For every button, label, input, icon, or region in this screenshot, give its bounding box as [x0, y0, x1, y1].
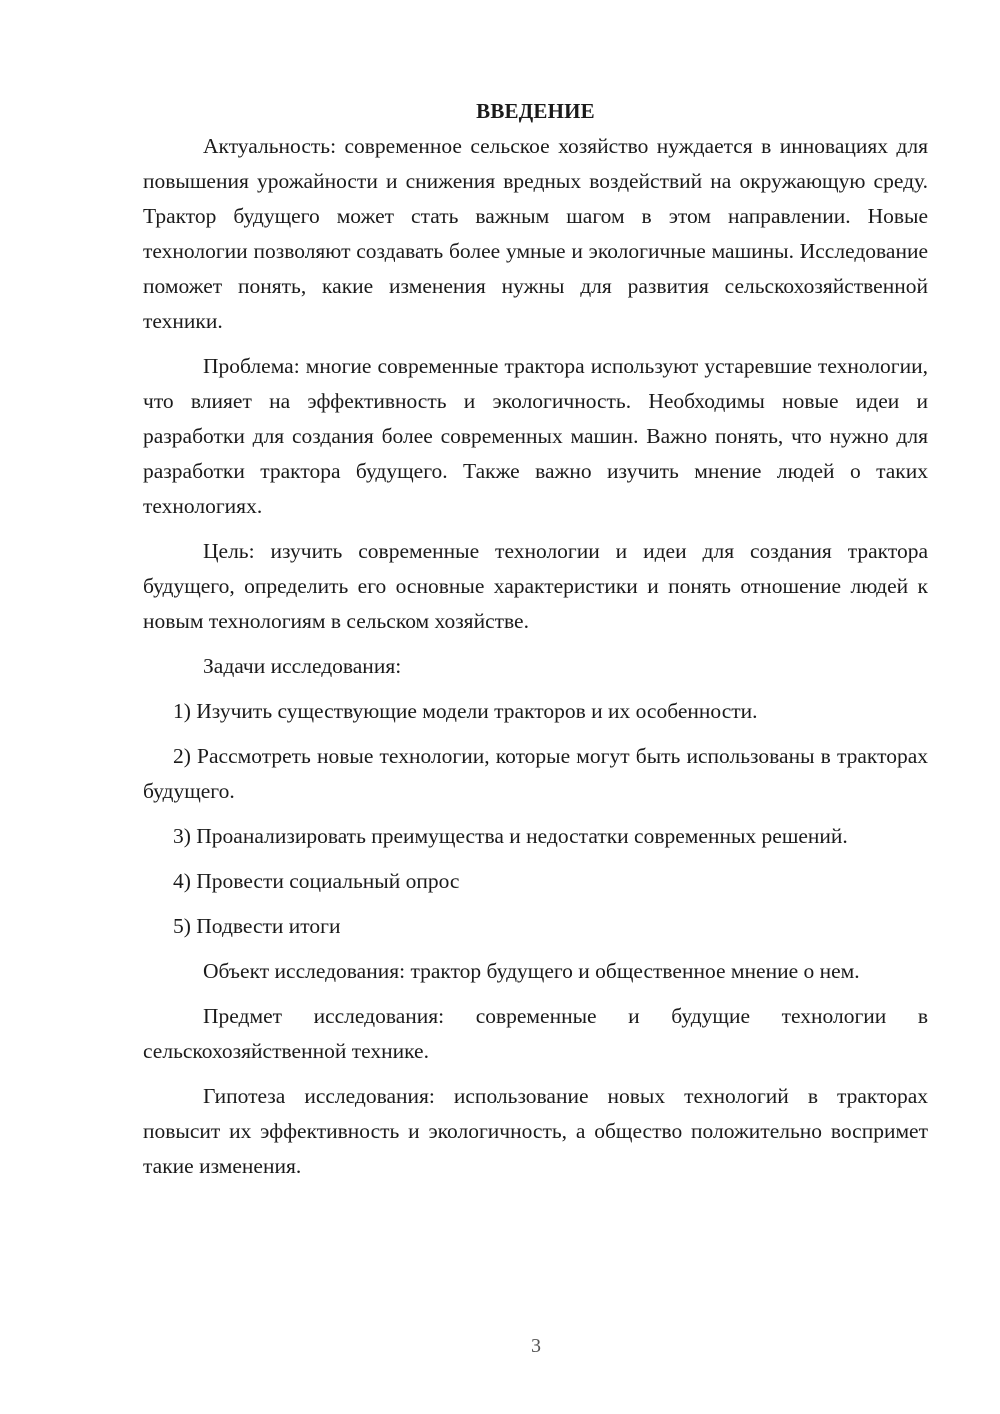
page-content [143, 94, 928, 1194]
paragraph-object: Объект исследования: трактор будущего и общественное мнение о нем. [203, 959, 860, 983]
task-item-5: 5) Подвести итоги [173, 914, 341, 938]
task-item-1: 1) Изучить существующие модели тракторов и их особенности. [173, 699, 758, 723]
task-item-4: 4) Провести социальный опрос [173, 869, 460, 893]
paragraph-hypothesis: Гипотеза исследования: использование новых технологий в тракторах повысит их эффективность и экологичность, а общество положительно воспримет такие изменения. [143, 1084, 928, 1178]
page-number: 3 [531, 1335, 541, 1357]
task-item-3: 3) Проанализировать преимущества и недостатки современных решений. [173, 824, 848, 848]
paragraph-relevance: Актуальность: современное сельское хозяйство нуждается в инновациях для повышения урожайности и снижения вредных воздействий на окружающую среду. Трактор будущего может стать важным шагом в этом направлении. Новые технологии позволяют создавать более умные и экологичные машины. Исследование поможет понять, какие изменения нужны для развития сельскохозяйственной техники. [143, 134, 928, 333]
section-title: ВВЕДЕНИЕ [476, 99, 595, 123]
task-item-2: 2) Рассмотреть новые технологии, которые могут быть использованы в тракторах будущего. [143, 744, 928, 803]
paragraph-problem: Проблема: многие современные трактора используют устаревшие технологии, что влияет на эффективность и экологичность. Необходимы новые идеи и разработки для создания более современных машин. Важно понять, что нужно для разработки трактора будущего. Также важно изучить мнение людей о таких технологиях. [143, 354, 928, 518]
tasks-heading: Задачи исследования: [203, 654, 402, 678]
paragraph-goal: Цель: изучить современные технологии и идеи для создания трактора будущего, определить его основные характеристики и понять отношение людей к новым технологиям в сельском хозяйстве. [143, 539, 928, 633]
paragraph-subject: Предмет исследования: современные и будущие технологии в сельскохозяйственной технике. [143, 1004, 928, 1063]
